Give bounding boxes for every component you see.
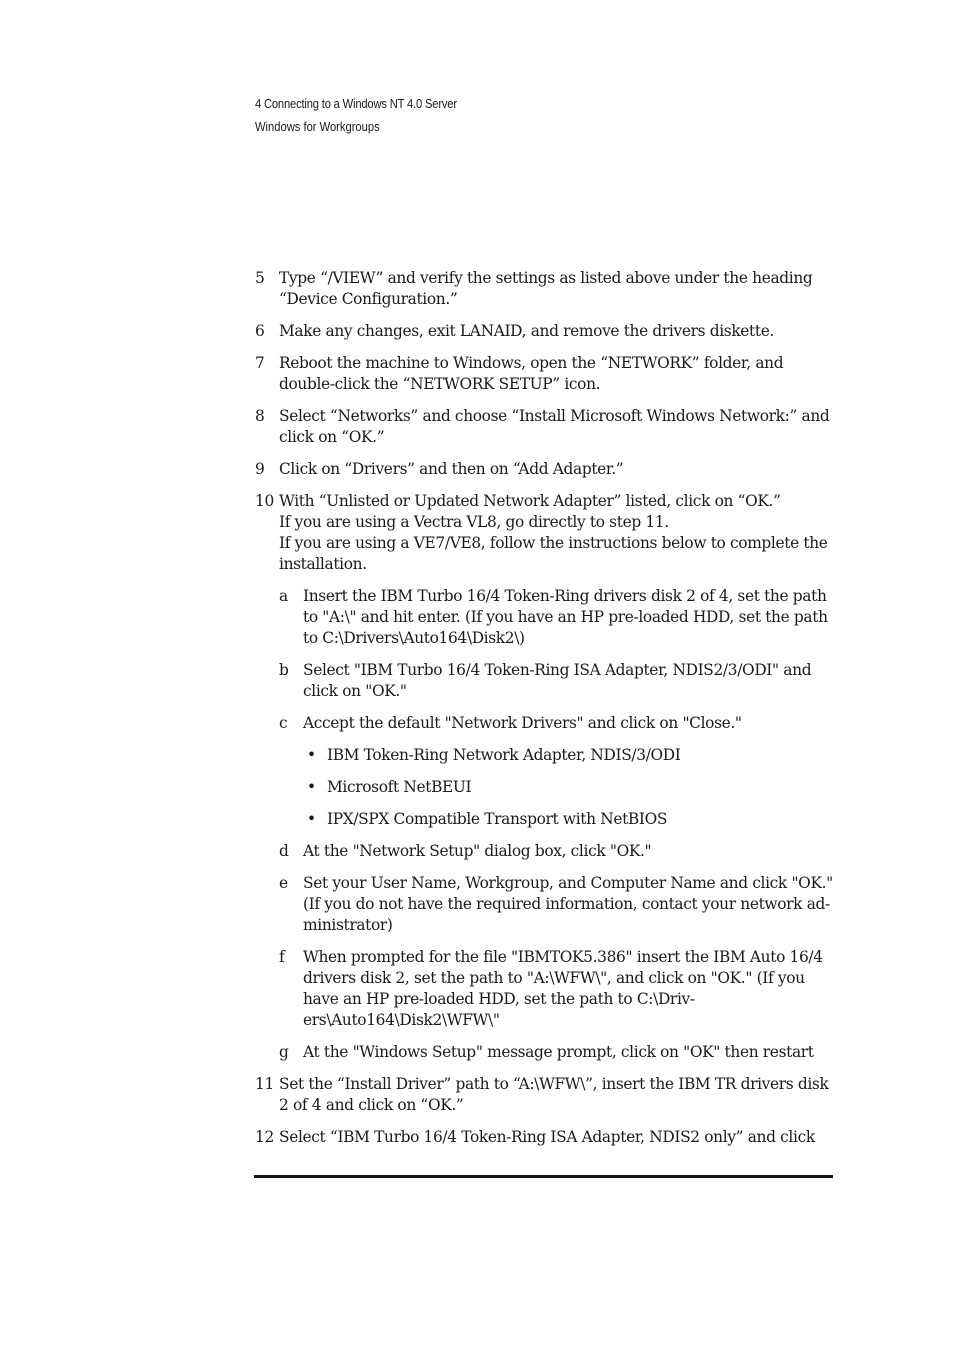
- step-text: If you are using a Vectra VL8, go directly to step 11.: [279, 513, 669, 531]
- step-text: Make any changes, exit LANAID, and remove the drivers diskette.: [279, 322, 775, 340]
- bullet-glyph: •: [307, 810, 316, 828]
- step-6: [255, 321, 835, 342]
- step-9: [255, 459, 835, 480]
- step-text: If you are using a VE7/VE8, follow the instructions below to complete the installation.: [279, 534, 828, 573]
- substep-text: At the "Windows Setup" message prompt, click on "OK" then restart: [303, 1043, 814, 1061]
- step-5: [255, 268, 835, 310]
- step-text: With “Unlisted or Updated Network Adapter” listed, click on “OK.”: [279, 492, 781, 510]
- instruction-list: [255, 268, 835, 1159]
- step-number: 7: [255, 354, 265, 372]
- step-text: Type “/VIEW” and verify the settings as listed above under the heading “Device Configuration.”: [279, 269, 813, 308]
- substep-c: [279, 713, 835, 830]
- step-text: Click on “Drivers” and then on “Add Adapter.”: [279, 460, 624, 478]
- substep-letter: f: [279, 948, 285, 966]
- bullet-glyph: •: [307, 778, 316, 796]
- substep-a: [279, 586, 835, 649]
- substep-text: Set your User Name, Workgroup, and Computer Name and click "OK." (If you do not have the required information, contact your network ad-ministrator): [303, 874, 833, 934]
- step-11: [255, 1074, 835, 1116]
- substep-letter: a: [279, 587, 288, 605]
- bullet-text: Microsoft NetBEUI: [327, 778, 472, 796]
- substep-f: [279, 947, 835, 1031]
- step-text: Reboot the machine to Windows, open the “NETWORK” folder, and double-click the “NETWORK SETUP” icon.: [279, 354, 784, 393]
- step-7: [255, 353, 835, 395]
- substep-letter: e: [279, 874, 288, 892]
- step-number: 9: [255, 460, 265, 478]
- bullet-item: [303, 777, 835, 798]
- substep-text: Accept the default "Network Drivers" and click on "Close.": [303, 714, 742, 732]
- step-8: [255, 406, 835, 448]
- substep-letter: g: [279, 1043, 289, 1061]
- section-title: Windows for Workgroups: [255, 119, 380, 134]
- step-number: 12: [255, 1128, 274, 1146]
- substep-b: [279, 660, 835, 702]
- bullet-text: IPX/SPX Compatible Transport with NetBIOS: [327, 810, 668, 828]
- step-number: 6: [255, 322, 265, 340]
- step-number: 5: [255, 269, 265, 287]
- substep-g: [279, 1042, 835, 1063]
- substep-text: At the "Network Setup" dialog box, click "OK.": [303, 842, 652, 860]
- bullet-item: [303, 745, 835, 766]
- step-number: 11: [255, 1075, 274, 1093]
- step-text: Select “IBM Turbo 16/4 Token-Ring ISA Adapter, NDIS2 only” and click: [279, 1128, 815, 1146]
- chapter-title: 4 Connecting to a Windows NT 4.0 Server: [255, 96, 457, 111]
- substep-letter: b: [279, 661, 289, 679]
- substep-text: Select "IBM Turbo 16/4 Token-Ring ISA Adapter, NDIS2/3/ODI" and click on "OK.": [303, 661, 812, 700]
- substep-text: When prompted for the file "IBMTOK5.386" insert the IBM Auto 16/4 drivers disk 2, set the path to "A:\WFW\", and click on "OK." (If you have an HP pre-loaded HDD, set the path to C:\Driv-ers\Auto164\Disk2\WFW\": [303, 948, 823, 1029]
- bullet-glyph: •: [307, 746, 316, 764]
- substep-letter: c: [279, 714, 288, 732]
- substep-text: Insert the IBM Turbo 16/4 Token-Ring drivers disk 2 of 4, set the path to "A:\" and hit enter. (If you have an HP pre-loaded HDD, set the path to C:\Drivers\Auto164\Disk2\): [303, 587, 828, 647]
- footer-divider: [254, 1175, 833, 1178]
- step-text: Select “Networks” and choose “Install Microsoft Windows Network:” and click on “OK.”: [279, 407, 830, 446]
- step-10: [255, 491, 835, 1063]
- bullet-item: [303, 809, 835, 830]
- step-number: 8: [255, 407, 265, 425]
- step-number: 10: [255, 492, 274, 510]
- substep-e: [279, 873, 835, 936]
- step-12: [255, 1127, 835, 1148]
- running-header: [255, 95, 490, 135]
- substep-d: [279, 841, 835, 862]
- step-text: Set the “Install Driver” path to “A:\WFW\”, insert the IBM TR drivers disk 2 of 4 and click on “OK.”: [279, 1075, 829, 1114]
- substep-letter: d: [279, 842, 289, 860]
- bullet-text: IBM Token-Ring Network Adapter, NDIS/3/ODI: [327, 746, 681, 764]
